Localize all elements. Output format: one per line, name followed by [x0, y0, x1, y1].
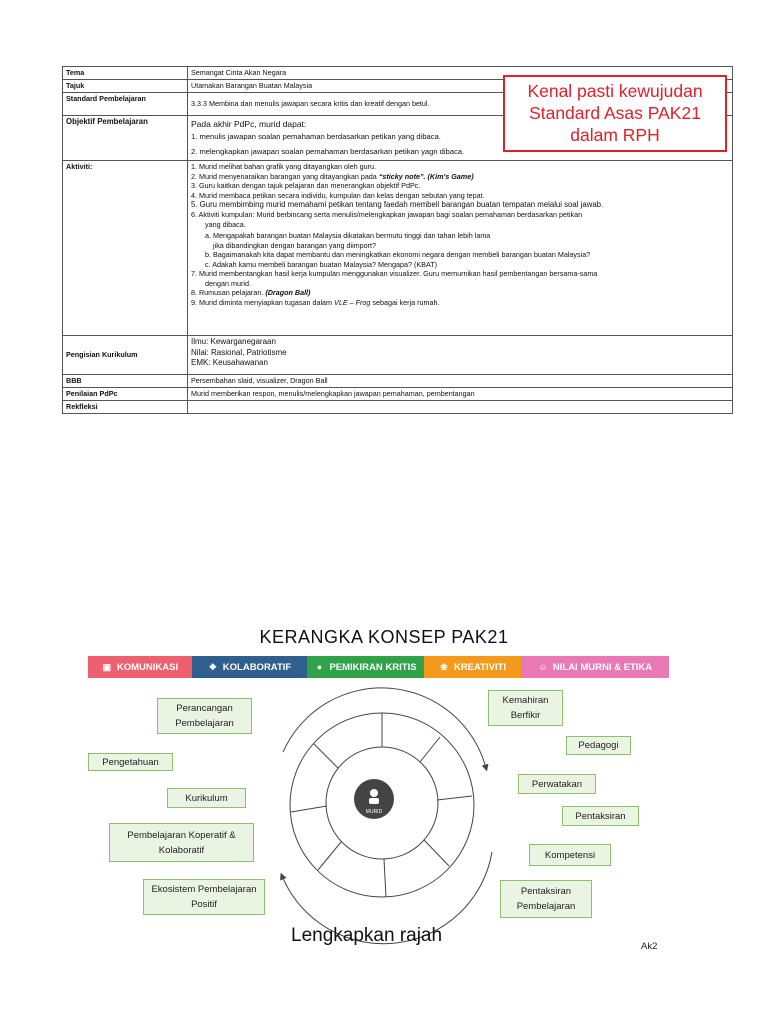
kurikulum-ilmu: Ilmu: Kewarganegaraan [191, 337, 276, 346]
aktiviti-line-7b: dengan murid. [205, 278, 251, 288]
category-label: KOMUNIKASI [116, 661, 179, 673]
aktiviti-line-8-text: 8. Rumusan pelajaran. [191, 288, 266, 298]
aktiviti-label: Aktiviti: [63, 161, 188, 336]
box-perancangan-pembelajaran: Perancangan Pembelajaran [157, 698, 252, 734]
center-label: MURID [365, 809, 383, 815]
smile-icon: ☺ [538, 662, 548, 672]
tajuk-value: Utamakan Barangan Buatan Malaysia [188, 80, 733, 93]
kurikulum-nilai: Nilai: Rasional, Patriotisme [191, 347, 287, 357]
box-pentaksiran: Pentaksiran [562, 806, 639, 826]
box-kemahiran-berfikir: Kemahiran Berfikir [488, 690, 563, 726]
box-perwatakan: Perwatakan [518, 774, 596, 794]
tema-label: Tema [63, 67, 188, 80]
objektif-label: Objektif Pembelajaran [63, 116, 188, 161]
objektif-item-1: 1. menulis jawapan soalan pemahaman berdasarkan petikan yang dibaca. [191, 132, 441, 142]
kurikulum-emk: EMK: Keusahawanan [191, 358, 268, 368]
aktiviti-question-c: c. Adakah kamu membeli barangan buatan Malaysia? Mengapa? (KBAT) [205, 259, 437, 269]
category-label: KOLABORATIF [222, 661, 292, 673]
box-pentaksiran-pembelajaran: Pentaksiran Pembelajaran [500, 880, 592, 918]
standard-value: 3.3.3 Membina dan menulis jawapan secara kritis dan kreatif dengan betul. [188, 93, 733, 116]
objektif-intro: Pada akhir PdPc, murid dapat: [191, 119, 307, 129]
aktiviti-line-7: 7. Murid membentangkan hasil kerja kumpulan menggunakan visualizer. Guru memurnikan hasil pembentangan bersama-sama [191, 269, 598, 279]
box-kompetensi: Kompetensi [529, 844, 611, 866]
category-label: PEMIKIRAN KRITIS [329, 661, 417, 673]
standard-label: Standard Pembelajaran [63, 93, 188, 116]
aktiviti-line-2-game: “sticky note”. (Kim's Game) [378, 171, 474, 181]
tema-value: Semangat Cinta Akan Negara [188, 67, 733, 80]
palette-icon: ❀ [440, 662, 448, 672]
framework-title: KERANGKA KONSEP PAK21 [259, 627, 509, 647]
chat-icon: ▣ [102, 662, 112, 672]
aktiviti-line-9-text: 9. Murid diminta menyiapkan tugasan dalam [191, 297, 335, 307]
box-ekosistem-pembelajaran: Ekosistem Pembelajaran Positif [143, 879, 265, 915]
category-label: KREATIVITI [453, 661, 507, 673]
activity-code: Ak2 [641, 941, 658, 952]
aktiviti-line-6: 6. Aktiviti kumpulan: Murid berbincang serta menulis/melengkapkan jawapan bagi soalan pemahaman berdasarkan petikan [191, 210, 583, 220]
aktiviti-line-3: 3. Guru kaitkan dengan tajuk pelajaran dan menerangkan objektif PdPc. [191, 181, 421, 190]
aktiviti-question-a: a. Mengapakah barangan buatan Malaysia dikatakan bermutu tinggi dan tahan lebih lama [205, 231, 491, 241]
callout-line-1: Kenal pasti kewujudan [527, 81, 703, 101]
kurikulum-label: Pengisian Kurikulum [63, 336, 188, 375]
aktiviti-question-a2: jika dibandingkan dengan barangan yang diimport? [213, 240, 377, 250]
aktiviti-line-2-text: 2. Murid menyenaraikan barangan yang ditayangkan pada [191, 171, 379, 181]
penilaian-label: Penilaian PdPc [63, 388, 188, 401]
box-pedagogi: Pedagogi [566, 736, 631, 755]
lightbulb-icon: ● [316, 662, 323, 672]
box-kurikulum: Kurikulum [167, 788, 246, 808]
bbb-label: BBB [63, 375, 188, 388]
aktiviti-line-9-vle: VLE – Frog [334, 297, 371, 307]
aktiviti-line-5: 5. Guru membimbing murid memahami petikan tentang faedah membeli barangan buatan tempatan melalui soal jawab. [191, 200, 604, 209]
callout-line-3: dalam RPH [570, 125, 660, 145]
aktiviti-line-1: 1. Murid melihat bahan grafik yang ditayangkan oleh guru. [191, 162, 376, 171]
aktiviti-line-8-tool: (Dragon Ball) [265, 288, 311, 298]
instruction-text: Lengkapkan rajah [291, 925, 443, 946]
callout-line-2: Standard Asas PAK21 [529, 103, 701, 123]
penilaian-value: Murid memberikan respon, menulis/melengkapkan jawapan pemahaman, pembentangan [188, 388, 733, 401]
tajuk-label: Tajuk [63, 80, 188, 93]
person-icon [370, 789, 378, 797]
box-pembelajaran-koperatif: Pembelajaran Koperatif & Kolaboratif [109, 823, 254, 862]
aktiviti-line-6b: yang dibaca. [205, 219, 246, 229]
aktiviti-line-4: 4. Murid membaca petikan secara individu, kumpulan dan kelas dengan sebutan yang tepat. [191, 190, 485, 200]
handshake-icon: ❖ [208, 662, 217, 672]
aktiviti-line-9-end: sebagai kerja rumah. [370, 297, 440, 307]
category-label: NILAI MURNI & ETIKA [552, 661, 653, 673]
aktiviti-question-b: b. Bagaimanakah kita dapat membantu dan meningkatkan ekonomi negara dengan membeli barangan buatan Malaysia? [205, 250, 591, 260]
box-pengetahuan: Pengetahuan [88, 753, 173, 771]
bbb-value: Persembahan slaid, visualizer, Dragon Ball [188, 375, 733, 388]
refleksi-label: Rekfleksi [63, 401, 188, 414]
objektif-item-2: 2. melengkapkan jawapan soalan pemahaman berdasarkan petikan yagn dibaca. [191, 147, 465, 157]
